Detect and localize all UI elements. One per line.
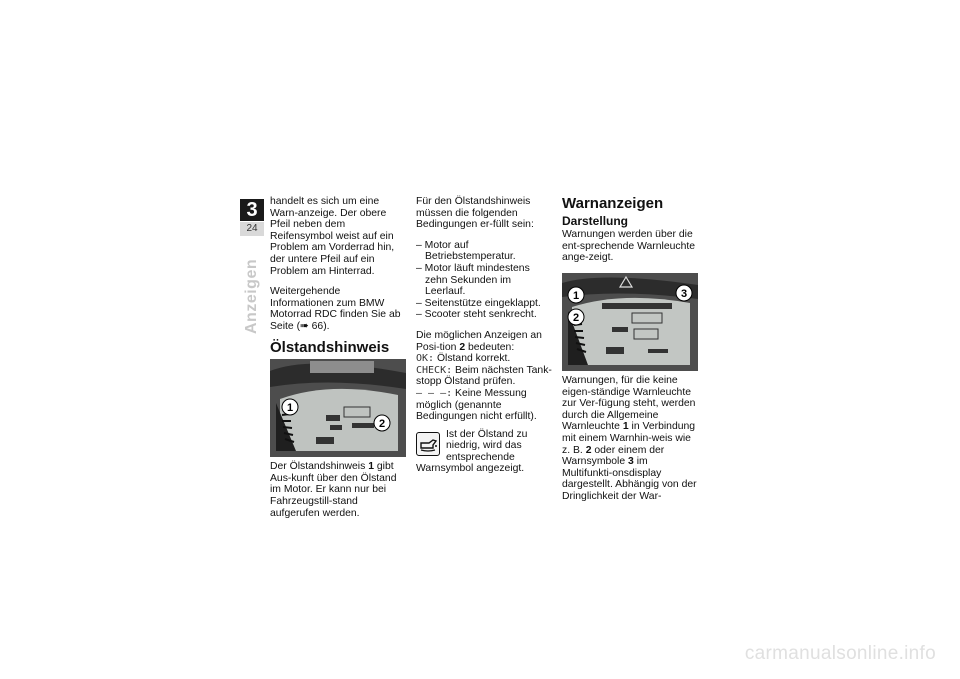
conditions-list xyxy=(416,240,552,321)
display-subheading: Darstellung xyxy=(562,213,629,228)
oil-warning-icon xyxy=(416,432,440,456)
rdc-paragraph: handelt es sich um eine Warn-anzeige. Der obere Pfeil neben dem Reifensymbol weist auf ein Problem am Vorderrad hin, der untere Pfeil auf ein Problem am Hinterrad. xyxy=(270,196,395,277)
warning-light-paragraph: Warnungen, für die keine eigen-ständige Warnleuchte zur Ver-fügung steht, werden durch die Allgemeine Warnleuchte 1 in Verbindung mit einem Warnhin-weis wie z. B. 2 oder einem der Warnsymbole 3 im Multifunkti-onsdisplay dargestellt. Abhängig von der Dringlichkeit der War- xyxy=(562,374,697,502)
warnings-heading: Warnanzeigen xyxy=(562,195,664,212)
page-reference-link[interactable]: (➠ 66). xyxy=(296,320,330,332)
chapter-side-title: Anzeigen xyxy=(243,258,260,334)
column-3 xyxy=(562,196,698,512)
rdc-reference-paragraph: Weitergehende Informationen zum BMW Motorrad RDC finden Sie ab Seite (➠ 66). xyxy=(270,286,401,332)
watermark: carmanualsonline.info xyxy=(744,643,936,664)
callout-1: 1 xyxy=(572,289,580,302)
ok-meaning: OK: Ölstand korrekt. xyxy=(416,353,511,365)
callout-1: 1 xyxy=(286,402,294,415)
conditions-intro: Für den Ölstandshinweis müssen die folgenden Bedingungen er-füllt sein: xyxy=(416,196,534,231)
meaning-intro: Die möglichen Anzeigen an Posi-tion 2 bedeuten: xyxy=(416,329,542,353)
column-1 xyxy=(270,196,406,528)
oil-level-heading: Ölstandshinweis xyxy=(270,338,390,356)
check-meaning: CHECK: Beim nächsten Tank-stopp Ölstand prüfen. xyxy=(416,364,552,388)
condition-item: – Motor läuft mindestens zehn Sekunden im Leerlauf. xyxy=(416,262,530,298)
callout-3: 3 xyxy=(680,287,688,300)
chapter-number: 3 xyxy=(240,199,264,221)
page-number: 24 xyxy=(240,222,264,236)
callout-2: 2 xyxy=(572,311,580,324)
column-2 xyxy=(416,196,552,475)
oil-hint-paragraph: Der Ölstandshinweis 1 gibt Aus-kunft über den Ölstand im Motor. Er kann nur bei Fahrzeugstill-stand aufgerufen werden. xyxy=(270,461,397,519)
oil-display-photo xyxy=(270,359,406,457)
warnings-paragraph: Warnungen werden über die ent-sprechende Warnleuchte ange-zeigt. xyxy=(562,229,696,264)
condition-item: – Scooter steht senkrecht. xyxy=(416,309,537,321)
warning-display-photo xyxy=(562,273,698,371)
callout-2: 2 xyxy=(378,418,386,431)
condition-item: – Seitenstütze eingeklappt. xyxy=(416,297,541,309)
no-measurement-meaning: – – –: Keine Messung möglich (genannte Bedingungen nicht erfüllt). xyxy=(416,387,537,423)
warning-note: Ist der Ölstand zu niedrig, wird das entsprechende Warnsymbol angezeigt. xyxy=(416,428,528,475)
condition-item: – Motor auf Betriebstemperatur. xyxy=(416,239,516,263)
